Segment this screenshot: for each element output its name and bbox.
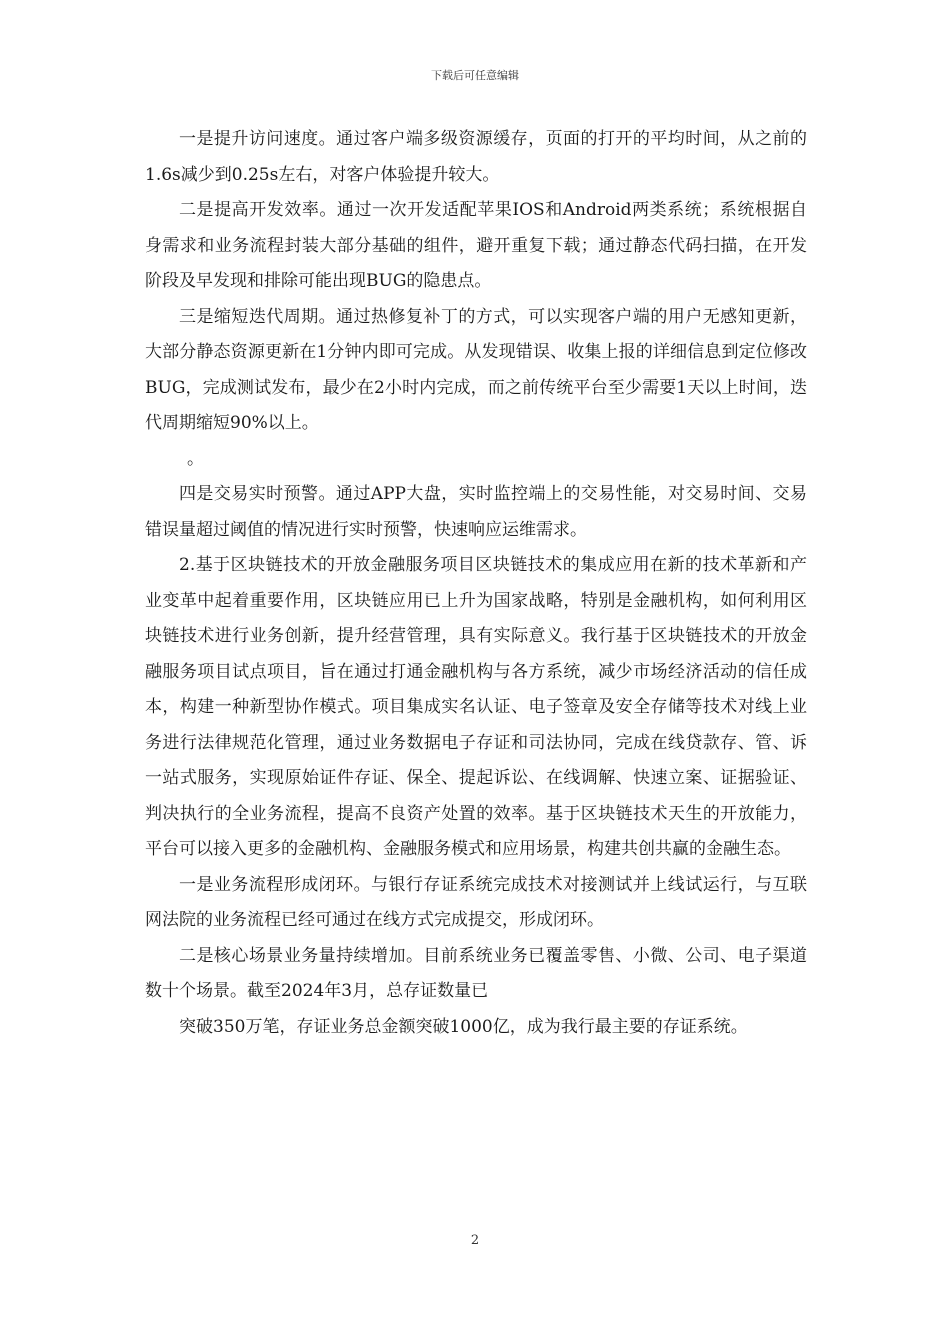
paragraph-realtime-alert: 四是交易实时预警。通过APP大盘，实时监控端上的交易性能，对交易时间、交易错误量超过阈值的情况进行实时预警，快速响应运维需求。 xyxy=(145,484,807,540)
paragraph-business-growth: 二是核心场景业务量持续增加。目前系统业务已覆盖零售、小微、公司、电子渠道数十个场景。截至2024年3月，总存证数量已 xyxy=(145,945,807,1001)
paragraph-dev-efficiency: 二是提高开发效率。通过一次开发适配苹果IOS和Android两类系统；系统根据自身需求和业务流程封装大部分基础的组件，避开重复下载；通过静态代码扫描，在开发阶段及早发现和排除可能出现BUG的隐患点。 xyxy=(145,200,807,291)
page-header: 下载后可任意编辑 xyxy=(431,69,519,82)
paragraph-stray-period: 。 xyxy=(187,448,204,469)
document-body xyxy=(145,122,807,1045)
paragraph-blockchain-project: 2.基于区块链技术的开放金融服务项目区块链技术的集成应用在新的技术革新和产业变革中起着重要作用，区块链应用已上升为国家战略，特别是金融机构，如何利用区块链技术进行业务创新，提升经营管理，具有实际意义。我行基于区块链技术的开放金融服务项目试点项目，旨在通过打通金融机构与各方系统，减少市场经济活动的信任成本，构建一种新型协作模式。项目集成实名认证、电子签章及安全存储等技术对线上业务进行法律规范化管理，通过业务数据电子存证和司法协同，完成在线贷款存、管、诉一站式服务，实现原始证件存证、保全、提起诉讼、在线调解、快速立案、证据验证、判决执行的全业务流程，提高不良资产处置的效率。基于区块链技术天生的开放能力，平台可以接入更多的金融机构、金融服务模式和应用场景，构建共创共赢的金融生态。 xyxy=(145,555,807,859)
paragraph-closed-loop: 一是业务流程形成闭环。与银行存证系统完成技术对接测试并上线试运行，与互联网法院的业务流程已经可通过在线方式完成提交，形成闭环。 xyxy=(145,874,807,930)
paragraph-access-speed: 一是提升访问速度。通过客户端多级资源缓存，页面的打开的平均时间，从之前的1.6s减少到0.25s左右，对客户体验提升较大。 xyxy=(145,129,807,185)
page-number: 2 xyxy=(470,1233,480,1248)
paragraph-evidence-stats: 突破350万笔，存证业务总金额突破1000亿，成为我行最主要的存证系统。 xyxy=(179,1016,748,1037)
paragraph-iteration-cycle: 三是缩短迭代周期。通过热修复补丁的方式，可以实现客户端的用户无感知更新，大部分静态资源更新在1分钟内即可完成。从发现错误、收集上报的详细信息到定位修改BUG，完成测试发布，最少在2小时内完成，而之前传统平台至少需要1天以上时间，迭代周期缩短90%以上。 xyxy=(145,306,807,433)
